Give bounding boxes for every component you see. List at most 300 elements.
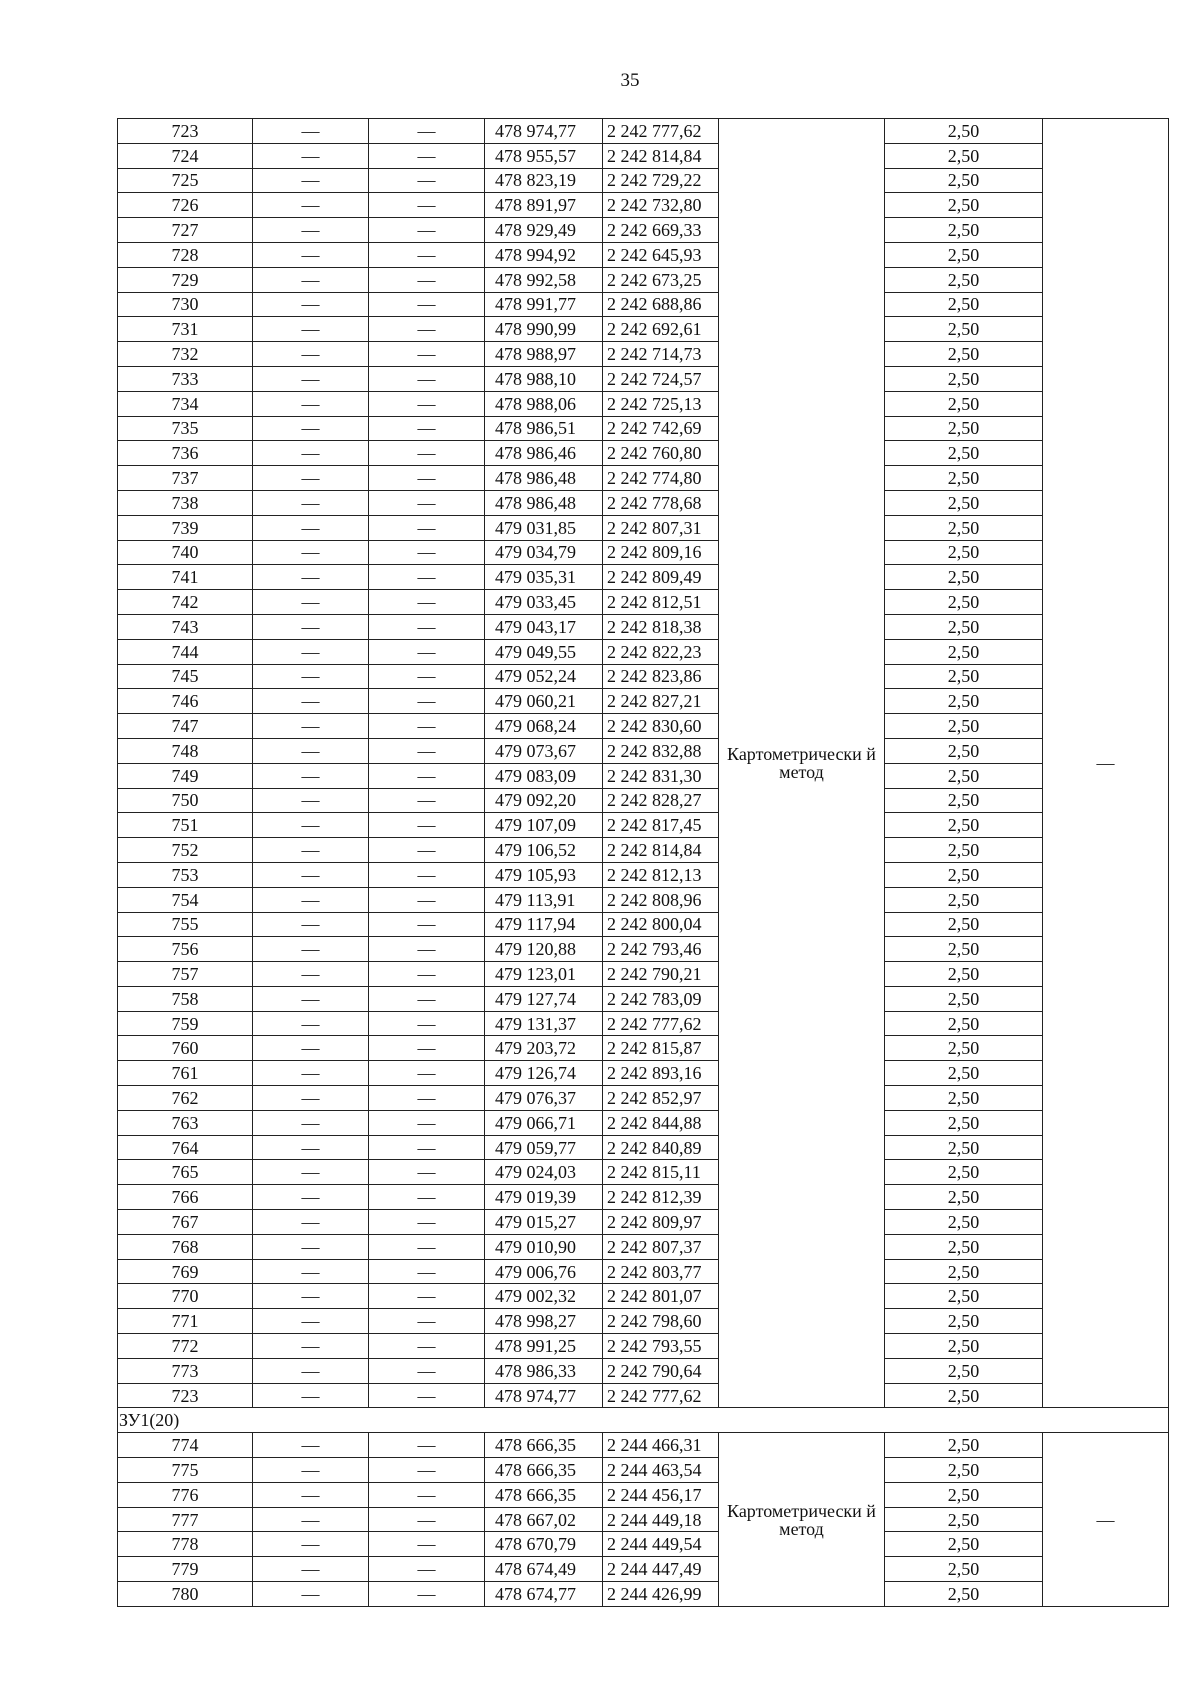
- dash-cell: —: [369, 689, 485, 714]
- x-coordinate-cell: 479 059,77: [485, 1135, 603, 1160]
- accuracy-cell: 2,50: [885, 515, 1043, 540]
- point-number-cell: 749: [118, 763, 253, 788]
- y-coordinate-cell: 2 242 724,57: [603, 366, 719, 391]
- y-coordinate-cell: 2 242 669,33: [603, 218, 719, 243]
- accuracy-cell: 2,50: [885, 1358, 1043, 1383]
- dash-cell: —: [253, 813, 369, 838]
- table-row: [118, 788, 1169, 813]
- accuracy-cell: 2,50: [885, 614, 1043, 639]
- y-coordinate-cell: 2 242 809,49: [603, 565, 719, 590]
- y-coordinate-cell: 2 242 790,21: [603, 962, 719, 987]
- dash-cell: —: [369, 391, 485, 416]
- dash-cell: —: [253, 962, 369, 987]
- table-row: [118, 143, 1169, 168]
- y-coordinate-cell: 2 242 790,64: [603, 1358, 719, 1383]
- point-number-cell: 723: [118, 119, 253, 144]
- x-coordinate-cell: 479 113,91: [485, 887, 603, 912]
- section-row: [118, 1408, 1169, 1433]
- x-coordinate-cell: 479 131,37: [485, 1011, 603, 1036]
- point-number-cell: 752: [118, 838, 253, 863]
- dash-cell: —: [253, 862, 369, 887]
- point-number-cell: 728: [118, 242, 253, 267]
- accuracy-cell: 2,50: [885, 1110, 1043, 1135]
- x-coordinate-cell: 478 988,10: [485, 366, 603, 391]
- x-coordinate-cell: 479 127,74: [485, 986, 603, 1011]
- y-coordinate-cell: 2 242 844,88: [603, 1110, 719, 1135]
- x-coordinate-cell: 479 015,27: [485, 1210, 603, 1235]
- point-number-cell: 744: [118, 639, 253, 664]
- y-coordinate-cell: 2 242 798,60: [603, 1309, 719, 1334]
- dash-cell: —: [369, 1482, 485, 1507]
- accuracy-cell: 2,50: [885, 416, 1043, 441]
- x-coordinate-cell: 478 974,77: [485, 1383, 603, 1408]
- x-coordinate-cell: 478 666,35: [485, 1458, 603, 1483]
- x-coordinate-cell: 479 076,37: [485, 1086, 603, 1111]
- point-number-cell: 776: [118, 1482, 253, 1507]
- accuracy-cell: 2,50: [885, 838, 1043, 863]
- dash-cell: —: [253, 565, 369, 590]
- dash-cell: —: [253, 1110, 369, 1135]
- dash-cell: —: [253, 416, 369, 441]
- x-coordinate-cell: 478 998,27: [485, 1309, 603, 1334]
- table-row: [118, 1358, 1169, 1383]
- x-coordinate-cell: 478 955,57: [485, 143, 603, 168]
- accuracy-cell: 2,50: [885, 813, 1043, 838]
- accuracy-cell: 2,50: [885, 1036, 1043, 1061]
- table-row: [118, 1383, 1169, 1408]
- table-row: [118, 1507, 1169, 1532]
- dash-cell: —: [253, 1284, 369, 1309]
- accuracy-cell: 2,50: [885, 119, 1043, 144]
- accuracy-cell: 2,50: [885, 366, 1043, 391]
- dash-cell: —: [253, 763, 369, 788]
- table-row: [118, 441, 1169, 466]
- x-coordinate-cell: 479 068,24: [485, 714, 603, 739]
- y-coordinate-cell: 2 242 760,80: [603, 441, 719, 466]
- point-number-cell: 768: [118, 1234, 253, 1259]
- point-number-cell: 756: [118, 937, 253, 962]
- table-row: [118, 317, 1169, 342]
- dash-cell: —: [369, 441, 485, 466]
- table-row: [118, 1110, 1169, 1135]
- point-number-cell: 726: [118, 193, 253, 218]
- x-coordinate-cell: 478 986,46: [485, 441, 603, 466]
- table-row: [118, 366, 1169, 391]
- x-coordinate-cell: 479 105,93: [485, 862, 603, 887]
- accuracy-cell: 2,50: [885, 1507, 1043, 1532]
- point-number-cell: 769: [118, 1259, 253, 1284]
- accuracy-cell: 2,50: [885, 763, 1043, 788]
- table-row: [118, 689, 1169, 714]
- point-number-cell: 763: [118, 1110, 253, 1135]
- dash-cell: —: [253, 1557, 369, 1582]
- y-coordinate-cell: 2 242 807,31: [603, 515, 719, 540]
- x-coordinate-cell: 478 992,58: [485, 267, 603, 292]
- y-coordinate-cell: 2 244 447,49: [603, 1557, 719, 1582]
- dash-cell: —: [253, 986, 369, 1011]
- table-row: [118, 218, 1169, 243]
- dash-cell: —: [253, 912, 369, 937]
- point-number-cell: 764: [118, 1135, 253, 1160]
- y-coordinate-cell: 2 242 688,86: [603, 292, 719, 317]
- point-number-cell: 751: [118, 813, 253, 838]
- y-coordinate-cell: 2 242 783,09: [603, 986, 719, 1011]
- point-number-cell: 735: [118, 416, 253, 441]
- dash-cell: —: [369, 1284, 485, 1309]
- dash-cell: —: [253, 242, 369, 267]
- dash-cell: —: [253, 515, 369, 540]
- x-coordinate-cell: 479 031,85: [485, 515, 603, 540]
- table-row: [118, 490, 1169, 515]
- x-coordinate-cell: 479 024,03: [485, 1160, 603, 1185]
- point-number-cell: 740: [118, 540, 253, 565]
- dash-cell: —: [253, 1334, 369, 1359]
- dash-cell: —: [253, 218, 369, 243]
- point-number-cell: 741: [118, 565, 253, 590]
- point-number-cell: 758: [118, 986, 253, 1011]
- accuracy-cell: 2,50: [885, 1284, 1043, 1309]
- dash-cell: —: [253, 1011, 369, 1036]
- point-number-cell: 761: [118, 1061, 253, 1086]
- dash-cell: —: [369, 1011, 485, 1036]
- dash-cell: —: [369, 1532, 485, 1557]
- dash-cell: —: [253, 366, 369, 391]
- dash-cell: —: [369, 1160, 485, 1185]
- x-coordinate-cell: 479 120,88: [485, 937, 603, 962]
- table-row: [118, 887, 1169, 912]
- table-row: [118, 1061, 1169, 1086]
- table-row: [118, 738, 1169, 763]
- x-coordinate-cell: 479 123,01: [485, 962, 603, 987]
- dash-cell: —: [369, 1557, 485, 1582]
- dash-cell: —: [369, 490, 485, 515]
- y-coordinate-cell: 2 242 823,86: [603, 664, 719, 689]
- dash-cell: —: [253, 1135, 369, 1160]
- table-row: [118, 1433, 1169, 1458]
- y-coordinate-cell: 2 242 725,13: [603, 391, 719, 416]
- y-coordinate-cell: 2 244 426,99: [603, 1582, 719, 1607]
- accuracy-cell: 2,50: [885, 1458, 1043, 1483]
- section-label: ЗУ1(20): [118, 1408, 1169, 1433]
- table-row: [118, 962, 1169, 987]
- dash-cell: —: [369, 639, 485, 664]
- accuracy-cell: 2,50: [885, 912, 1043, 937]
- point-number-cell: 759: [118, 1011, 253, 1036]
- dash-cell: —: [253, 1061, 369, 1086]
- dash-cell: —: [369, 1433, 485, 1458]
- table-row: [118, 1309, 1169, 1334]
- dash-cell: —: [369, 515, 485, 540]
- dash-cell: —: [369, 1582, 485, 1607]
- dash-cell: —: [253, 267, 369, 292]
- accuracy-cell: 2,50: [885, 317, 1043, 342]
- dash-cell: —: [253, 1532, 369, 1557]
- point-number-cell: 766: [118, 1185, 253, 1210]
- method-cell: Картометрически й метод: [719, 119, 885, 1408]
- table-row: [118, 267, 1169, 292]
- y-coordinate-cell: 2 242 774,80: [603, 466, 719, 491]
- accuracy-cell: 2,50: [885, 218, 1043, 243]
- dash-cell: —: [369, 714, 485, 739]
- dash-cell: —: [253, 664, 369, 689]
- table-row: [118, 466, 1169, 491]
- dash-cell: —: [253, 1383, 369, 1408]
- dash-cell: —: [253, 887, 369, 912]
- table-row: [118, 714, 1169, 739]
- dash-cell: —: [253, 490, 369, 515]
- dash-cell: —: [253, 1309, 369, 1334]
- table-row: [118, 664, 1169, 689]
- dash-cell: —: [369, 1210, 485, 1235]
- accuracy-cell: 2,50: [885, 689, 1043, 714]
- dash-cell: —: [253, 466, 369, 491]
- dash-cell: —: [253, 714, 369, 739]
- accuracy-cell: 2,50: [885, 143, 1043, 168]
- y-coordinate-cell: 2 242 822,23: [603, 639, 719, 664]
- dash-cell: —: [369, 1086, 485, 1111]
- dash-cell: —: [369, 366, 485, 391]
- point-number-cell: 760: [118, 1036, 253, 1061]
- y-coordinate-cell: 2 242 893,16: [603, 1061, 719, 1086]
- table-row: [118, 813, 1169, 838]
- y-coordinate-cell: 2 242 815,11: [603, 1160, 719, 1185]
- dash-cell: —: [253, 1458, 369, 1483]
- coordinates-table: [117, 118, 1169, 1607]
- dash-cell: —: [253, 317, 369, 342]
- x-coordinate-cell: 478 990,99: [485, 317, 603, 342]
- x-coordinate-cell: 479 092,20: [485, 788, 603, 813]
- table-row: [118, 119, 1169, 144]
- point-number-cell: 757: [118, 962, 253, 987]
- accuracy-cell: 2,50: [885, 391, 1043, 416]
- accuracy-cell: 2,50: [885, 1433, 1043, 1458]
- y-coordinate-cell: 2 242 801,07: [603, 1284, 719, 1309]
- point-number-cell: 730: [118, 292, 253, 317]
- y-coordinate-cell: 2 242 692,61: [603, 317, 719, 342]
- point-number-cell: 731: [118, 317, 253, 342]
- table-row: [118, 1284, 1169, 1309]
- accuracy-cell: 2,50: [885, 565, 1043, 590]
- dash-cell: —: [369, 1110, 485, 1135]
- dash-cell: —: [369, 119, 485, 144]
- x-coordinate-cell: 479 043,17: [485, 614, 603, 639]
- accuracy-cell: 2,50: [885, 1185, 1043, 1210]
- table-row: [118, 937, 1169, 962]
- point-number-cell: 739: [118, 515, 253, 540]
- dash-cell: —: [253, 590, 369, 615]
- y-coordinate-cell: 2 242 777,62: [603, 1011, 719, 1036]
- dash-cell: —: [369, 218, 485, 243]
- accuracy-cell: 2,50: [885, 1135, 1043, 1160]
- dash-cell: —: [253, 1234, 369, 1259]
- x-coordinate-cell: 479 010,90: [485, 1234, 603, 1259]
- accuracy-cell: 2,50: [885, 193, 1043, 218]
- x-coordinate-cell: 479 203,72: [485, 1036, 603, 1061]
- dash-cell: —: [253, 168, 369, 193]
- dash-cell: —: [253, 1160, 369, 1185]
- point-number-cell: 737: [118, 466, 253, 491]
- accuracy-cell: 2,50: [885, 738, 1043, 763]
- dash-cell: —: [253, 639, 369, 664]
- accuracy-cell: 2,50: [885, 862, 1043, 887]
- x-coordinate-cell: 479 006,76: [485, 1259, 603, 1284]
- table-row: [118, 242, 1169, 267]
- table-row: [118, 1234, 1169, 1259]
- dash-cell: —: [253, 937, 369, 962]
- table-row: [118, 763, 1169, 788]
- y-coordinate-cell: 2 242 830,60: [603, 714, 719, 739]
- point-number-cell: 777: [118, 1507, 253, 1532]
- accuracy-cell: 2,50: [885, 267, 1043, 292]
- dash-cell: —: [369, 267, 485, 292]
- point-number-cell: 725: [118, 168, 253, 193]
- table-row: [118, 1482, 1169, 1507]
- table-row: [118, 1160, 1169, 1185]
- x-coordinate-cell: 479 052,24: [485, 664, 603, 689]
- accuracy-cell: 2,50: [885, 986, 1043, 1011]
- accuracy-cell: 2,50: [885, 788, 1043, 813]
- table-row: [118, 391, 1169, 416]
- table-row: [118, 1458, 1169, 1483]
- dash-cell: —: [369, 986, 485, 1011]
- y-coordinate-cell: 2 242 840,89: [603, 1135, 719, 1160]
- x-coordinate-cell: 478 991,25: [485, 1334, 603, 1359]
- accuracy-cell: 2,50: [885, 1482, 1043, 1507]
- point-number-cell: 732: [118, 342, 253, 367]
- y-coordinate-cell: 2 242 812,13: [603, 862, 719, 887]
- point-number-cell: 765: [118, 1160, 253, 1185]
- table-row: [118, 1210, 1169, 1235]
- point-number-cell: 753: [118, 862, 253, 887]
- dash-cell: —: [369, 466, 485, 491]
- point-number-cell: 775: [118, 1458, 253, 1483]
- y-coordinate-cell: 2 242 777,62: [603, 1383, 719, 1408]
- dash-cell: —: [369, 1507, 485, 1532]
- note-cell: —: [1043, 1433, 1169, 1607]
- dash-cell: —: [369, 317, 485, 342]
- dash-cell: —: [253, 441, 369, 466]
- point-number-cell: 747: [118, 714, 253, 739]
- table-row: [118, 1557, 1169, 1582]
- accuracy-cell: 2,50: [885, 1086, 1043, 1111]
- y-coordinate-cell: 2 242 742,69: [603, 416, 719, 441]
- dash-cell: —: [369, 788, 485, 813]
- y-coordinate-cell: 2 242 793,55: [603, 1334, 719, 1359]
- dash-cell: —: [253, 1482, 369, 1507]
- table-row: [118, 1334, 1169, 1359]
- point-number-cell: 755: [118, 912, 253, 937]
- point-number-cell: 743: [118, 614, 253, 639]
- accuracy-cell: 2,50: [885, 1011, 1043, 1036]
- point-number-cell: 762: [118, 1086, 253, 1111]
- accuracy-cell: 2,50: [885, 714, 1043, 739]
- dash-cell: —: [369, 962, 485, 987]
- point-number-cell: 771: [118, 1309, 253, 1334]
- dash-cell: —: [253, 1086, 369, 1111]
- x-coordinate-cell: 478 674,77: [485, 1582, 603, 1607]
- x-coordinate-cell: 478 667,02: [485, 1507, 603, 1532]
- table-row: [118, 342, 1169, 367]
- y-coordinate-cell: 2 242 714,73: [603, 342, 719, 367]
- accuracy-cell: 2,50: [885, 887, 1043, 912]
- x-coordinate-cell: 478 974,77: [485, 119, 603, 144]
- table-row: [118, 639, 1169, 664]
- dash-cell: —: [253, 1433, 369, 1458]
- dash-cell: —: [253, 1582, 369, 1607]
- dash-cell: —: [369, 1309, 485, 1334]
- dash-cell: —: [369, 1036, 485, 1061]
- table-row: [118, 1259, 1169, 1284]
- x-coordinate-cell: 478 823,19: [485, 168, 603, 193]
- dash-cell: —: [369, 1185, 485, 1210]
- dash-cell: —: [369, 1458, 485, 1483]
- x-coordinate-cell: 478 674,49: [485, 1557, 603, 1582]
- dash-cell: —: [369, 540, 485, 565]
- y-coordinate-cell: 2 242 807,37: [603, 1234, 719, 1259]
- x-coordinate-cell: 479 083,09: [485, 763, 603, 788]
- table-row: [118, 590, 1169, 615]
- y-coordinate-cell: 2 242 814,84: [603, 838, 719, 863]
- note-cell: —: [1043, 119, 1169, 1408]
- x-coordinate-cell: 479 106,52: [485, 838, 603, 863]
- accuracy-cell: 2,50: [885, 937, 1043, 962]
- dash-cell: —: [369, 813, 485, 838]
- dash-cell: —: [369, 1234, 485, 1259]
- y-coordinate-cell: 2 242 831,30: [603, 763, 719, 788]
- dash-cell: —: [253, 342, 369, 367]
- point-number-cell: 742: [118, 590, 253, 615]
- y-coordinate-cell: 2 242 814,84: [603, 143, 719, 168]
- x-coordinate-cell: 479 033,45: [485, 590, 603, 615]
- point-number-cell: 754: [118, 887, 253, 912]
- x-coordinate-cell: 479 049,55: [485, 639, 603, 664]
- x-coordinate-cell: 478 929,49: [485, 218, 603, 243]
- dash-cell: —: [253, 1036, 369, 1061]
- point-number-cell: 723: [118, 1383, 253, 1408]
- x-coordinate-cell: 479 107,09: [485, 813, 603, 838]
- point-number-cell: 774: [118, 1433, 253, 1458]
- accuracy-cell: 2,50: [885, 540, 1043, 565]
- dash-cell: —: [369, 416, 485, 441]
- accuracy-cell: 2,50: [885, 664, 1043, 689]
- x-coordinate-cell: 478 994,92: [485, 242, 603, 267]
- dash-cell: —: [369, 1061, 485, 1086]
- accuracy-cell: 2,50: [885, 1160, 1043, 1185]
- accuracy-cell: 2,50: [885, 441, 1043, 466]
- y-coordinate-cell: 2 242 800,04: [603, 912, 719, 937]
- dash-cell: —: [369, 168, 485, 193]
- table-row: [118, 416, 1169, 441]
- point-number-cell: 724: [118, 143, 253, 168]
- x-coordinate-cell: 478 666,35: [485, 1482, 603, 1507]
- y-coordinate-cell: 2 242 828,27: [603, 788, 719, 813]
- dash-cell: —: [369, 664, 485, 689]
- point-number-cell: 738: [118, 490, 253, 515]
- dash-cell: —: [253, 1358, 369, 1383]
- y-coordinate-cell: 2 242 645,93: [603, 242, 719, 267]
- dash-cell: —: [253, 1185, 369, 1210]
- x-coordinate-cell: 478 891,97: [485, 193, 603, 218]
- y-coordinate-cell: 2 242 673,25: [603, 267, 719, 292]
- dash-cell: —: [369, 342, 485, 367]
- dash-cell: —: [253, 1507, 369, 1532]
- dash-cell: —: [253, 1210, 369, 1235]
- y-coordinate-cell: 2 242 812,51: [603, 590, 719, 615]
- dash-cell: —: [253, 391, 369, 416]
- accuracy-cell: 2,50: [885, 1582, 1043, 1607]
- x-coordinate-cell: 478 666,35: [485, 1433, 603, 1458]
- dash-cell: —: [253, 119, 369, 144]
